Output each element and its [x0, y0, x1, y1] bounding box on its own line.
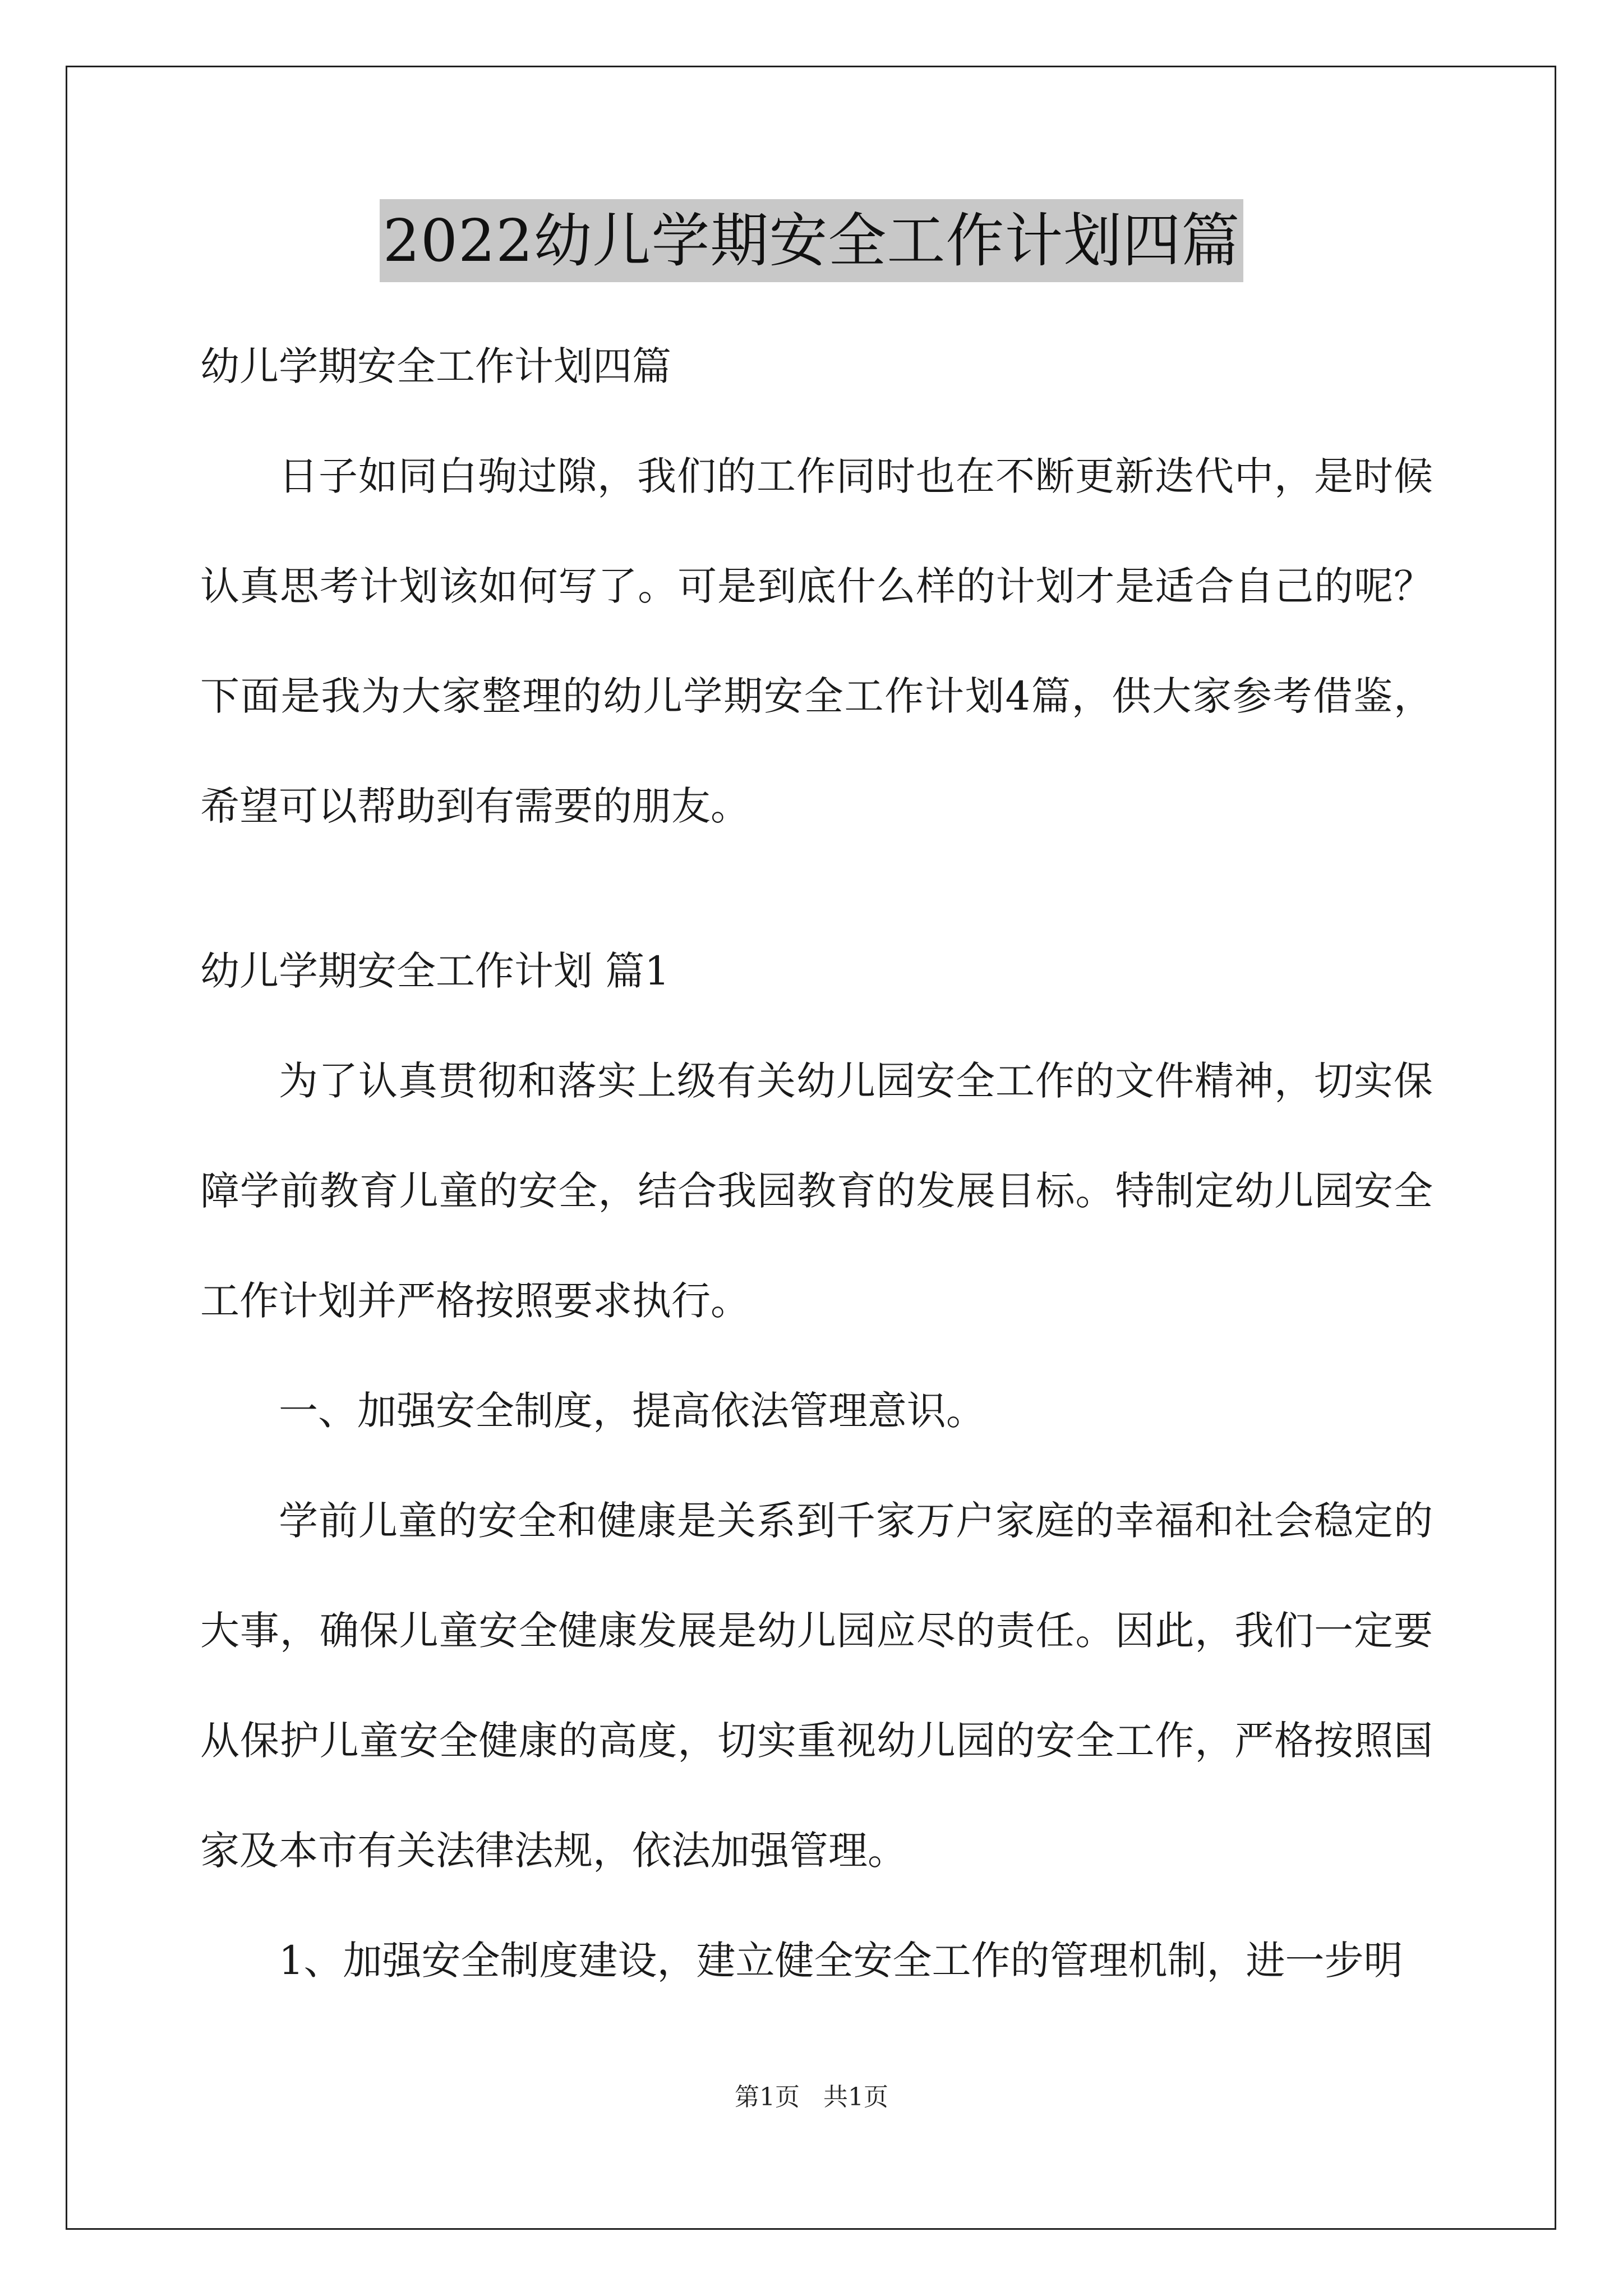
- document-body: [200, 311, 1433, 2016]
- spacer: [200, 861, 1433, 916]
- document-title: 2022幼儿学期安全工作计划四篇: [380, 199, 1244, 282]
- document-subtitle: 幼儿学期安全工作计划四篇: [200, 343, 671, 389]
- subsection-heading: 一、加强安全制度，提高依法管理意识。: [279, 1388, 985, 1434]
- page-footer: [0, 2077, 1623, 2113]
- body-paragraph: 学前儿童的安全和健康是关系到千家万户家庭的幸福和社会稳定的大事，确保儿童安全健康发展是幼儿园应尽的责任。因此，我们一定要从保护儿童安全健康的高度，切实重视幼儿园的安全工作，严格按照国家及本市有关法律法规，依法加强管理。: [200, 1498, 1433, 1874]
- page-total: 共1页: [823, 2083, 888, 2111]
- title-container: [0, 199, 1623, 282]
- body-paragraph: 1、加强安全制度建设，建立健全安全工作的管理机制，进一步明: [279, 1938, 1403, 1984]
- page-number: 第1页: [735, 2083, 800, 2111]
- body-paragraph: 为了认真贯彻和落实上级有关幼儿园安全工作的文件精神，切实保障学前教育儿童的安全，结合我园教育的发展目标。特制定幼儿园安全工作计划并严格按照要求执行。: [200, 1058, 1433, 1324]
- intro-paragraph: 日子如同白驹过隙，我们的工作同时也在不断更新迭代中，是时候认真思考计划该如何写了。可是到底什么样的计划才是适合自己的呢？下面是我为大家整理的幼儿学期安全工作计划4篇，供大家参考借鉴，希望可以帮助到有需要的朋友。: [200, 453, 1433, 829]
- section-heading: 幼儿学期安全工作计划 篇1: [200, 948, 670, 994]
